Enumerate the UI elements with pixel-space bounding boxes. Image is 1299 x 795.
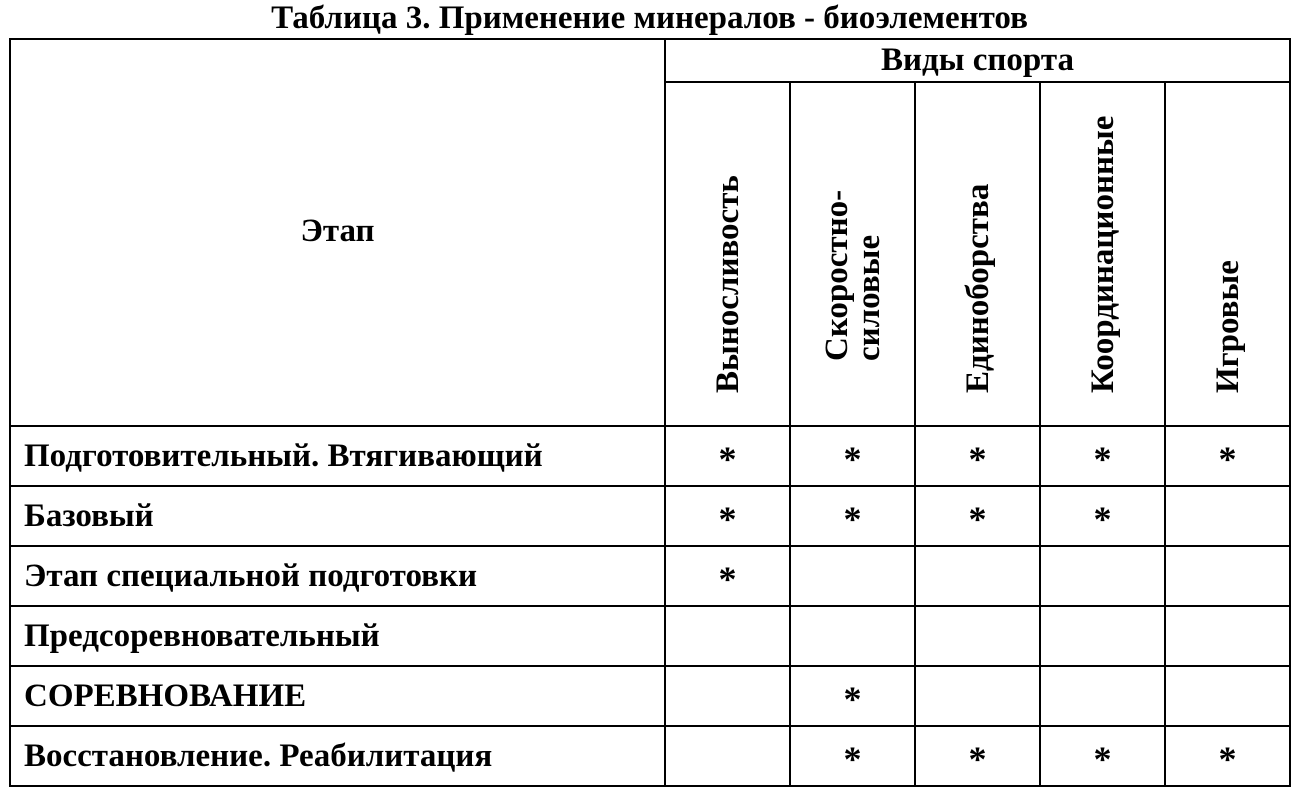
sport-header-label: Единоборства <box>959 183 996 393</box>
mark-cell: * <box>665 486 790 546</box>
sports-group-header: Виды спорта <box>665 39 1290 82</box>
table-row <box>10 486 1290 546</box>
mark-cell <box>1165 486 1290 546</box>
row-label: СОРЕВНОВАНИЕ <box>10 666 665 726</box>
row-label: Предсоревновательный <box>10 606 665 666</box>
table-row <box>10 726 1290 786</box>
sport-header-label: Игровые <box>1209 260 1246 393</box>
sport-header-games <box>1165 82 1290 426</box>
table-title: Таблица 3. Применение минералов - биоэлементов <box>271 0 1028 36</box>
mark-cell: * <box>915 486 1040 546</box>
mark-cell <box>1165 546 1290 606</box>
mark-cell: * <box>915 726 1040 786</box>
mark-cell: * <box>790 666 915 726</box>
row-label: Базовый <box>10 486 665 546</box>
mark-cell <box>1040 666 1165 726</box>
table-row <box>10 426 1290 486</box>
table-row <box>10 606 1290 666</box>
row-label: Восстановление. Реабилитация <box>10 726 665 786</box>
mark-cell <box>1165 666 1290 726</box>
sport-header-endurance <box>665 82 790 426</box>
table-row <box>10 666 1290 726</box>
mark-cell <box>1040 546 1165 606</box>
sport-header-coordination <box>1040 82 1165 426</box>
mark-cell: * <box>1040 726 1165 786</box>
stage-column-header: Этап <box>10 39 665 426</box>
row-label: Этап специальной подготовки <box>10 546 665 606</box>
mark-cell <box>1040 606 1165 666</box>
mark-cell <box>665 726 790 786</box>
sport-header-combat <box>915 82 1040 426</box>
header-row-group <box>10 39 1290 82</box>
mark-cell: * <box>1165 726 1290 786</box>
mark-cell: * <box>790 726 915 786</box>
mark-cell: * <box>1165 426 1290 486</box>
row-label: Подготовительный. Втягивающий <box>10 426 665 486</box>
sport-header-label: Скоростно- силовые <box>818 189 887 361</box>
mark-cell: * <box>1040 426 1165 486</box>
table-row <box>10 546 1290 606</box>
mark-cell <box>915 546 1040 606</box>
mark-cell <box>790 606 915 666</box>
sport-header-label: Выносливость <box>709 175 746 393</box>
sport-header-label: Координационные <box>1084 115 1121 393</box>
mark-cell <box>915 666 1040 726</box>
mark-cell: * <box>790 426 915 486</box>
sport-header-speed-strength <box>790 82 915 426</box>
mark-cell <box>665 606 790 666</box>
mark-cell <box>915 606 1040 666</box>
mark-cell: * <box>665 426 790 486</box>
mark-cell: * <box>1040 486 1165 546</box>
mark-cell <box>1165 606 1290 666</box>
mark-cell <box>790 546 915 606</box>
mark-cell <box>665 666 790 726</box>
mark-cell: * <box>915 426 1040 486</box>
minerals-table <box>9 38 1291 787</box>
mark-cell: * <box>790 486 915 546</box>
mark-cell: * <box>665 546 790 606</box>
